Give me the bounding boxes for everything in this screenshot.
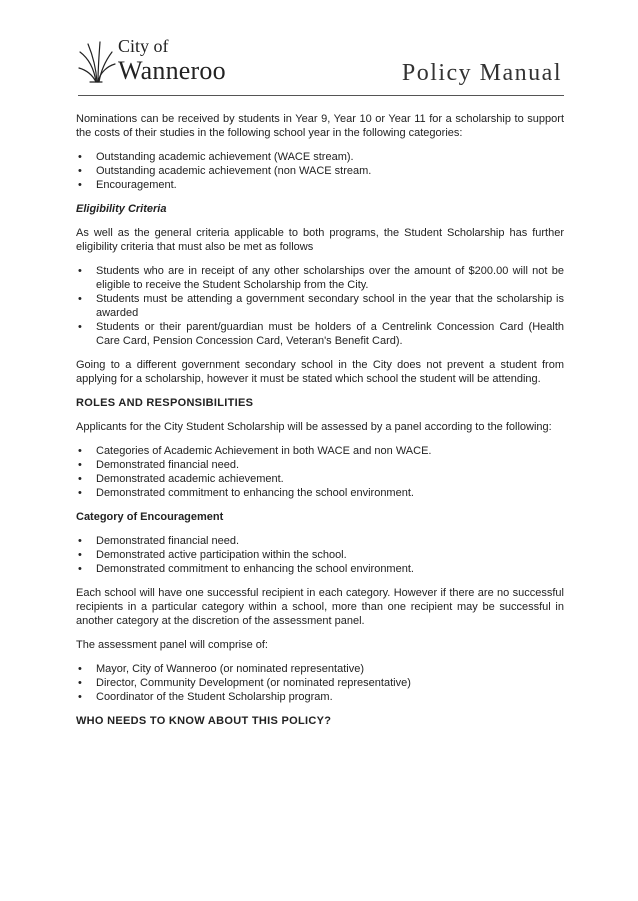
eligibility-note: Going to a different government secondary school in the City does not prevent a student from applying for a scholarship, however it must be stated which school the student will be attending.: [76, 359, 564, 385]
list-item: • Categories of Academic Achievement in both WACE and non WACE.: [76, 444, 564, 458]
logo-name-text: Wanneroo: [118, 56, 226, 85]
list-item: • Demonstrated commitment to enhancing the school environment.: [76, 486, 564, 500]
panel-list: [76, 662, 564, 704]
encouragement-heading: Category of Encouragement: [76, 511, 224, 523]
page-header: [78, 34, 564, 96]
list-item: • Outstanding academic achievement (WACE stream).: [76, 150, 564, 164]
city-logo: [78, 34, 278, 94]
list-item: • Demonstrated active participation within the school.: [76, 548, 564, 562]
manual-title: Policy Manual: [401, 60, 562, 86]
list-item: • Coordinator of the Student Scholarship program.: [76, 690, 564, 704]
roles-paragraph: Applicants for the City Student Scholarship will be assessed by a panel according to the following:: [76, 421, 552, 433]
logo-city-text: City of: [118, 36, 169, 56]
categories-list: [76, 150, 564, 192]
list-item: • Demonstrated financial need.: [76, 458, 564, 472]
list-item: • Demonstrated commitment to enhancing the school environment.: [76, 562, 564, 576]
list-item: • Demonstrated academic achievement.: [76, 472, 564, 486]
encouragement-paragraph: Each school will have one successful recipient in each category. However if there are no successful recipients in a particular category within a school, more than one recipient may be successful in another category at the discretion of the assessment panel.: [76, 587, 564, 627]
list-item: • Students who are in receipt of any other scholarships over the amount of $200.00 will not be eligible to receive the Student Scholarship from the City.: [76, 264, 564, 292]
header-divider: [78, 95, 564, 96]
list-item: • Encouragement.: [76, 178, 564, 192]
list-item: • Director, Community Development (or nominated representative): [76, 676, 564, 690]
who-needs-to-know-heading: WHO NEEDS TO KNOW ABOUT THIS POLICY?: [76, 715, 332, 727]
eligibility-heading: Eligibility Criteria: [76, 203, 167, 215]
eligibility-paragraph: As well as the general criteria applicable to both programs, the Student Scholarship has further eligibility criteria that must also be met as follows: [76, 227, 564, 253]
list-item: • Outstanding academic achievement (non WACE stream.: [76, 164, 564, 178]
panel-paragraph: The assessment panel will comprise of:: [76, 639, 268, 651]
list-item: • Students must be attending a government secondary school in the year that the scholarship is awarded: [76, 292, 564, 320]
grass-logo-icon: [78, 38, 116, 84]
list-item: • Students or their parent/guardian must be holders of a Centrelink Concession Card (Health Care Card, Pension Concession Card, Veteran's Benefit Card).: [76, 320, 564, 348]
roles-heading: ROLES AND RESPONSIBILITIES: [76, 397, 254, 409]
eligibility-list: [76, 264, 564, 348]
intro-paragraph: Nominations can be received by students in Year 9, Year 10 or Year 11 for a scholarship to support the costs of their studies in the following school year in the following categories:: [76, 113, 564, 139]
encouragement-list: [76, 534, 564, 576]
list-item: • Demonstrated financial need.: [76, 534, 564, 548]
roles-list: [76, 444, 564, 500]
document-body: [76, 112, 564, 738]
list-item: • Mayor, City of Wanneroo (or nominated representative): [76, 662, 564, 676]
